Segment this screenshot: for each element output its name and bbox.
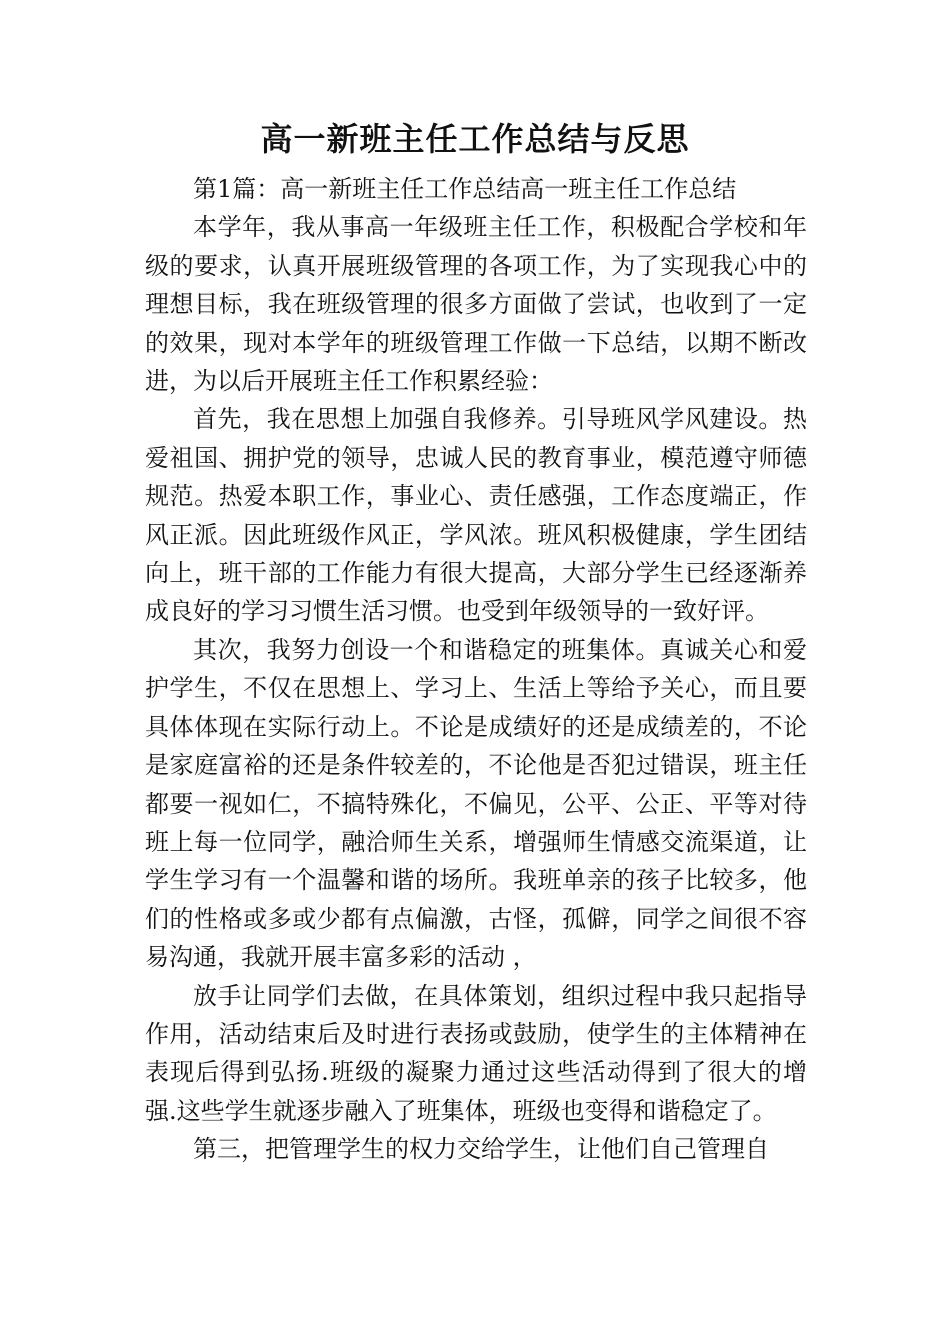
paragraph-intro: 本学年，我从事高一年级班主任工作，积极配合学校和年级的要求，认真开展班级管理的各项工作，为了实现我心中的理想目标，我在班级管理的很多方面做了尝试，也收到了一定的效果，现对本学年的班级管理工作做一下总结，以期不断改进，为以后开展班主任工作积累经验： xyxy=(145,213,807,396)
paragraph-heading: 第1篇：高一新班主任工作总结高一班主任工作总结 xyxy=(193,175,737,203)
paragraph-activities: 放手让同学们去做，在具体策划，组织过程中我只起指导作用，活动结束后及时进行表扬或鼓励，使学生的主体精神在表现后得到弘扬.班级的凝聚力通过这些活动得到了很大的增强.这些学生就逐步融入了班集体，班级也变得和谐稳定了。 xyxy=(145,981,807,1125)
document-title: 高一新班主任工作总结与反思 xyxy=(260,120,690,158)
paragraph-first: 首先，我在思想上加强自我修养。引导班风学风建设。热爱祖国、拥护党的领导，忠诚人民的教育事业，模范遵守师德规范。热爱本职工作，事业心、责任感强，工作态度端正，作风正派。因此班级作风正，学风浓。班风积极健康，学生团结向上，班干部的工作能力有很大提高，大部分学生已经逐渐养成良好的学习习惯生活习惯。也受到年级领导的一致好评。 xyxy=(145,405,807,626)
paragraph-third: 第三，把管理学生的权力交给学生，让他们自己管理自 xyxy=(193,1135,769,1164)
paragraph-second: 其次，我努力创设一个和谐稳定的班集体。真诚关心和爱护学生，不仅在思想上、学习上、生活上等给予关心，而且要具体体现在实际行动上。不论是成绩好的还是成绩差的，不论是家庭富裕的还是条件较差的，不论他是否犯过错误，班主任都要一视如仁，不搞特殊化，不偏见，公平、公正、平等对待班上每一位同学，融洽师生关系，增强师生情感交流渠道，让学生学习有一个温馨和谐的场所。我班单亲的孩子比较多，他们的性格或多或少都有点偏激，古怪，孤僻，同学之间很不容易沟通，我就开展丰富多彩的活动 ， xyxy=(145,635,807,972)
document-body xyxy=(145,170,807,1169)
